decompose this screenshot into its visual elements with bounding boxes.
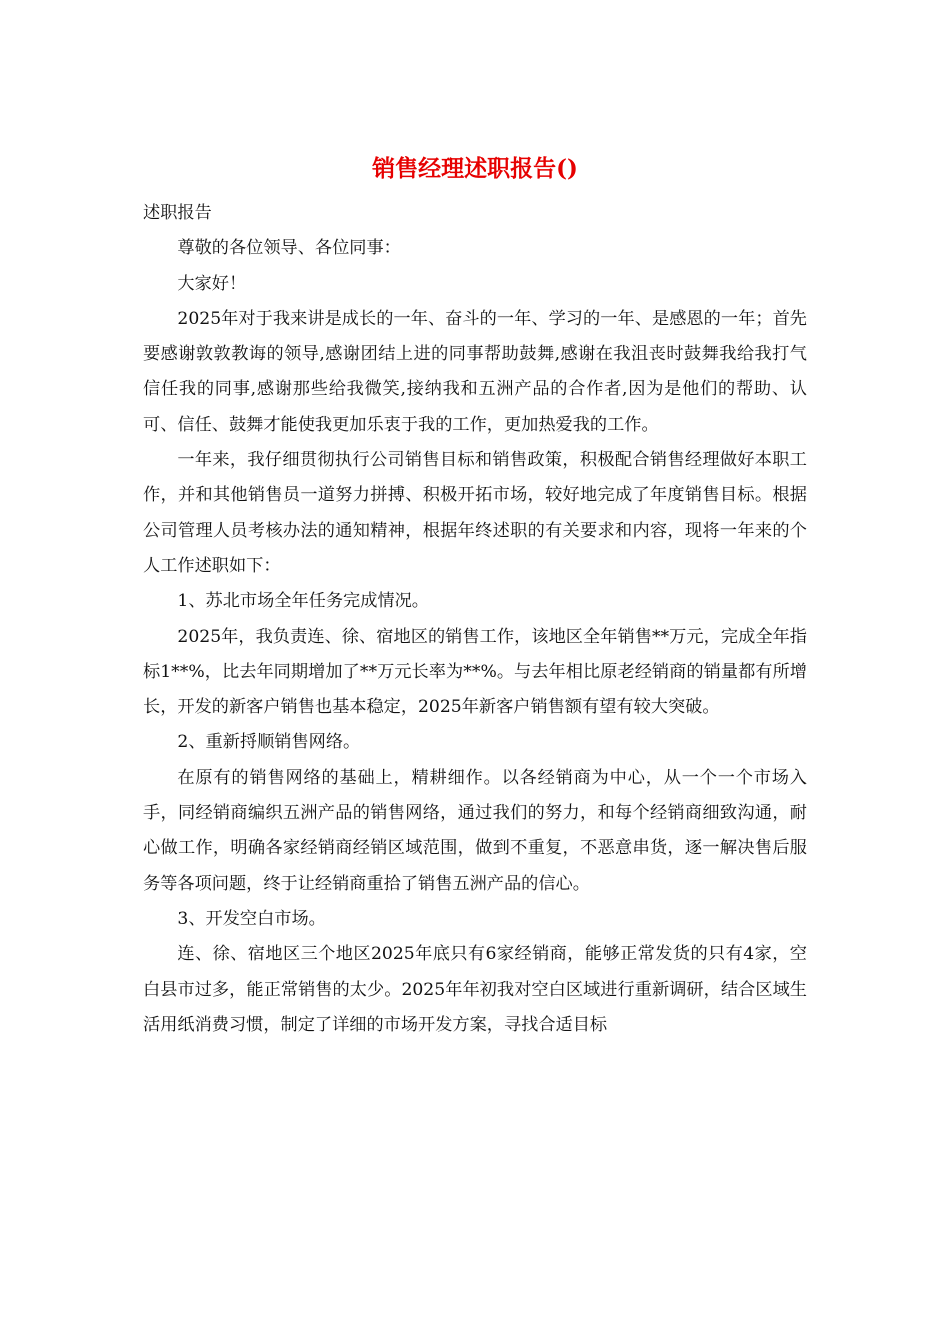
- section-heading: 1、苏北市场全年任务完成情况。: [177, 591, 429, 612]
- body-paragraph: 连、徐、宿地区三个地区2025年底只有6家经销商，能够正常发货的只有4家，空白县市过多，能正常销售的太少。2025年年初我对空白区域进行重新调研，结合区域生活用纸消费习惯，制定了详细的市场开发方案，寻找合适目标: [143, 944, 807, 1035]
- body-paragraph: 2025年，我负责连、徐、宿地区的销售工作，该地区全年销售**万元，完成全年指标1**%，比去年同期增加了**万元长率为**%。与去年相比原老经销商的销量都有所增长，开发的新客户销售也基本稳定，2025年新客户销售额有望有较大突破。: [143, 626, 807, 718]
- greeting: 大家好！: [177, 273, 247, 294]
- section-heading: 3、开发空白市场。: [177, 908, 326, 929]
- salutation: 尊敬的各位领导、各位同事：: [177, 238, 401, 259]
- body-paragraph: 在原有的销售网络的基础上，精耕细作。以各经销商为中心，从一个一个市场入手，同经销商编织五洲产品的销售网络，通过我们的努力，和每个经销商细致沟通，耐心做工作，明确各家经销商经销区域范围，做到不重复，不恶意串货，逐一解决售后服务等各项问题，终于让经销商重拾了销售五洲产品的信心。: [143, 767, 807, 894]
- section-heading: 2、重新捋顺销售网络。: [177, 732, 361, 753]
- document-body: [143, 196, 807, 1043]
- body-paragraph: 2025年对于我来讲是成长的一年、奋斗的一年、学习的一年、是感恩的一年；首先要感谢敦敦教诲的领导,感谢团结上进的同事帮助鼓舞,感谢在我沮丧时鼓舞我给我打气信任我的同事,感谢那些给我微笑,接纳我和五洲产品的合作者,因为是他们的帮助、认可、信任、鼓舞才能使我更加乐衷于我的工作，更加热爱我的工作。: [143, 308, 807, 435]
- body-paragraph: 一年来，我仔细贯彻执行公司销售目标和销售政策，积极配合销售经理做好本职工作，并和其他销售员一道努力拼搏、积极开拓市场，较好地完成了年度销售目标。根据公司管理人员考核办法的通知精神，根据年终述职的有关要求和内容，现将一年来的个人工作述职如下：: [143, 450, 807, 576]
- document-title: 销售经理述职报告(): [372, 155, 578, 182]
- report-label: 述职报告: [143, 203, 212, 223]
